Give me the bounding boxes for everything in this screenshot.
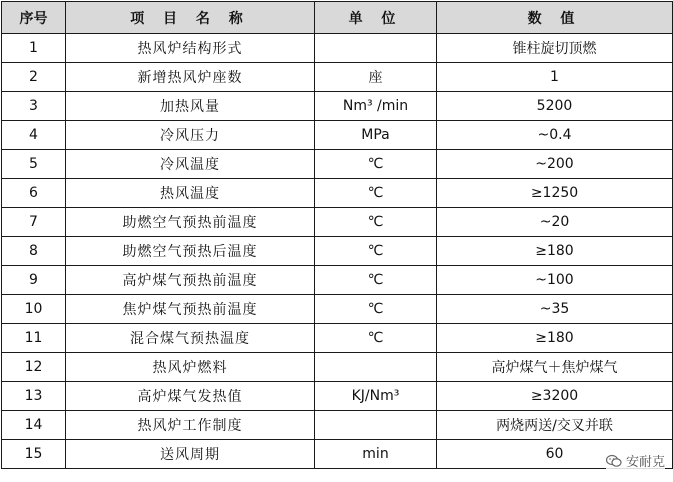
row-number-cell: 8 (2, 237, 66, 266)
table-row (2, 266, 673, 295)
unit-cell: ℃ (315, 266, 437, 295)
row-number-cell: 7 (2, 208, 66, 237)
unit-cell: min (315, 440, 437, 469)
row-number-cell: 13 (2, 382, 66, 411)
unit-cell: ℃ (315, 295, 437, 324)
value-cell: ~35 (437, 295, 673, 324)
parameter-table (1, 1, 673, 469)
unit-cell: KJ/Nm³ (315, 382, 437, 411)
table-row (2, 208, 673, 237)
value-cell: 5200 (437, 92, 673, 121)
table-row (2, 295, 673, 324)
value-cell: ≥1250 (437, 179, 673, 208)
unit-cell: ℃ (315, 150, 437, 179)
row-number-cell: 14 (2, 411, 66, 440)
header-row (2, 2, 673, 34)
item-name-cell: 高炉煤气预热前温度 (66, 266, 315, 295)
unit-cell (315, 411, 437, 440)
item-name-cell: 热风炉工作制度 (66, 411, 315, 440)
value-cell: 两烧两送/交叉并联 (437, 411, 673, 440)
table-row (2, 382, 673, 411)
item-name-cell: 焦炉煤气预热前温度 (66, 295, 315, 324)
header-no: 序号 (2, 2, 66, 34)
table-row (2, 237, 673, 266)
table-row (2, 179, 673, 208)
row-number-cell: 15 (2, 440, 66, 469)
table-row (2, 411, 673, 440)
table-row (2, 63, 673, 92)
header-name: 项 目 名 称 (66, 2, 315, 34)
item-name-cell: 新增热风炉座数 (66, 63, 315, 92)
value-cell: 1 (437, 63, 673, 92)
header-value: 数 值 (437, 2, 673, 34)
value-cell: ≥180 (437, 324, 673, 353)
item-name-cell: 热风炉燃料 (66, 353, 315, 382)
value-cell: ~20 (437, 208, 673, 237)
unit-cell: ℃ (315, 179, 437, 208)
unit-cell (315, 34, 437, 63)
value-cell: 高炉煤气＋焦炉煤气 (437, 353, 673, 382)
value-cell: ~200 (437, 150, 673, 179)
header-unit: 单 位 (315, 2, 437, 34)
unit-cell: Nm³ /min (315, 92, 437, 121)
unit-cell: ℃ (315, 324, 437, 353)
row-number-cell: 11 (2, 324, 66, 353)
value-cell: 锥柱旋切顶燃 (437, 34, 673, 63)
unit-cell: ℃ (315, 208, 437, 237)
item-name-cell: 加热风量 (66, 92, 315, 121)
row-number-cell: 6 (2, 179, 66, 208)
item-name-cell: 热风炉结构形式 (66, 34, 315, 63)
unit-cell (315, 353, 437, 382)
wechat-icon (606, 454, 622, 468)
row-number-cell: 1 (2, 34, 66, 63)
item-name-cell: 助燃空气预热前温度 (66, 208, 315, 237)
unit-cell: 座 (315, 63, 437, 92)
value-cell: ≥180 (437, 237, 673, 266)
table-row (2, 121, 673, 150)
table-row (2, 34, 673, 63)
watermark (606, 451, 665, 470)
item-name-cell: 冷风温度 (66, 150, 315, 179)
item-name-cell: 热风温度 (66, 179, 315, 208)
table-row (2, 353, 673, 382)
row-number-cell: 4 (2, 121, 66, 150)
item-name-cell: 混合煤气预热温度 (66, 324, 315, 353)
table-row (2, 324, 673, 353)
unit-cell: ℃ (315, 237, 437, 266)
table-row (2, 150, 673, 179)
value-cell: ≥3200 (437, 382, 673, 411)
row-number-cell: 2 (2, 63, 66, 92)
watermark-text: 安耐克 (625, 455, 665, 470)
table-row (2, 440, 673, 469)
value-cell: ~0.4 (437, 121, 673, 150)
item-name-cell: 冷风压力 (66, 121, 315, 150)
row-number-cell: 10 (2, 295, 66, 324)
row-number-cell: 12 (2, 353, 66, 382)
item-name-cell: 高炉煤气发热值 (66, 382, 315, 411)
unit-cell: MPa (315, 121, 437, 150)
table-row (2, 92, 673, 121)
row-number-cell: 3 (2, 92, 66, 121)
item-name-cell: 送风周期 (66, 440, 315, 469)
item-name-cell: 助燃空气预热后温度 (66, 237, 315, 266)
value-cell: 60 (437, 440, 673, 469)
row-number-cell: 9 (2, 266, 66, 295)
value-cell: ~100 (437, 266, 673, 295)
row-number-cell: 5 (2, 150, 66, 179)
